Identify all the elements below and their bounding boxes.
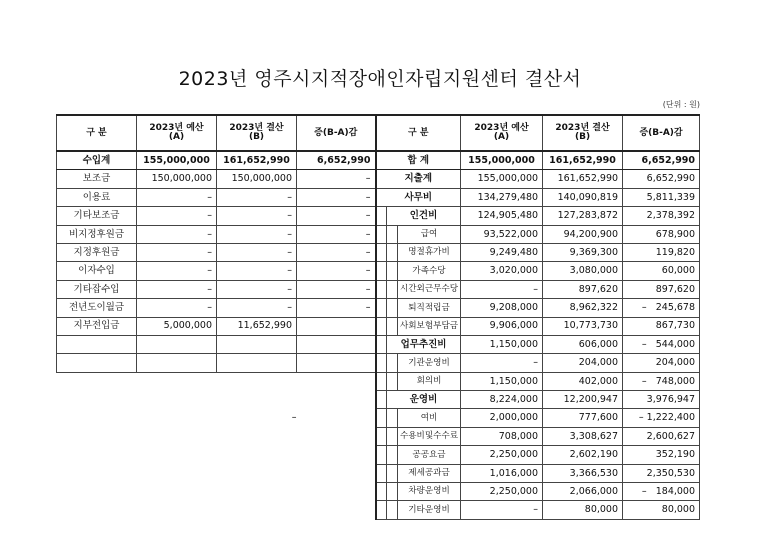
expense-item-change: 867,730 [623, 317, 700, 335]
table-row [57, 280, 700, 298]
indent-cell [376, 427, 387, 445]
revenue-total-label: 수입계 [57, 151, 137, 170]
expense-item-settlement: 402,000 [543, 372, 623, 390]
expense-item-change: 204,000 [623, 354, 700, 372]
table-row [57, 207, 700, 225]
revenue-item-settlement: 150,000,000 [217, 170, 297, 188]
expense-item-settlement: 10,773,730 [543, 317, 623, 335]
expense-item-budget: 9,208,000 [461, 299, 543, 317]
header-budget-right: 2023년 예산 (A) [461, 115, 543, 151]
blank-cell [217, 501, 297, 519]
expense-item-settlement: 606,000 [543, 335, 623, 353]
indent-cell [387, 299, 398, 317]
expense-item-settlement: 12,200,947 [543, 391, 623, 409]
revenue-item-label: 기타잡수입 [57, 280, 137, 298]
expense-item-settlement: 204,000 [543, 354, 623, 372]
expense-item-settlement: 80,000 [543, 501, 623, 519]
expense-item-budget: 708,000 [461, 427, 543, 445]
indent-cell [376, 483, 387, 501]
expense-item-settlement: 2,066,000 [543, 483, 623, 501]
expense-item-settlement: 8,962,322 [543, 299, 623, 317]
blank-cell [137, 501, 217, 519]
expense-item-change: 2,350,530 [623, 464, 700, 482]
empty-cell [217, 335, 297, 353]
blank-cell [217, 446, 297, 464]
expense-item-label: 사무비 [376, 188, 461, 206]
indent-cell [387, 501, 398, 519]
expense-item-label: 급여 [398, 225, 461, 243]
header-budget-left: 2023년 예산 (A) [137, 115, 217, 151]
table-row [57, 243, 700, 261]
indent-cell [387, 427, 398, 445]
expense-item-change: – 245,678 [623, 299, 700, 317]
expense-item-change: 119,820 [623, 243, 700, 261]
expense-item-budget: 124,905,480 [461, 207, 543, 225]
table-row [57, 372, 700, 390]
blank-cell [297, 391, 376, 409]
revenue-item-settlement: – [217, 243, 297, 261]
expense-item-settlement: 897,620 [543, 280, 623, 298]
blank-cell [297, 483, 376, 501]
blank-cell [137, 427, 217, 445]
indent-cell [376, 446, 387, 464]
table-row [57, 317, 700, 335]
indent-cell [376, 207, 387, 225]
expense-item-settlement: 3,080,000 [543, 262, 623, 280]
revenue-item-budget: – [137, 280, 217, 298]
revenue-item-label: 기타보조금 [57, 207, 137, 225]
revenue-item-settlement: 11,652,990 [217, 317, 297, 335]
revenue-item-budget: – [137, 188, 217, 206]
expense-item-change: 352,190 [623, 446, 700, 464]
expense-item-budget: 8,224,000 [461, 391, 543, 409]
expense-item-budget: 1,150,000 [461, 372, 543, 390]
expense-item-budget: 9,906,000 [461, 317, 543, 335]
revenue-total-budget: 155,000,000 [137, 151, 217, 170]
expense-item-label: 기관운영비 [398, 354, 461, 372]
empty-cell [297, 354, 376, 372]
blank-cell [217, 427, 297, 445]
table-row [57, 483, 700, 501]
indent-cell [387, 317, 398, 335]
revenue-item-change: – [297, 225, 376, 243]
expense-item-change: 897,620 [623, 280, 700, 298]
blank-cell [57, 372, 137, 390]
revenue-item-change: – [297, 280, 376, 298]
settlement-table [56, 114, 700, 520]
blank-cell [57, 446, 137, 464]
expense-item-settlement: 777,600 [543, 409, 623, 427]
expense-item-change: – 184,000 [623, 483, 700, 501]
revenue-item-settlement: – [217, 299, 297, 317]
expense-item-label: 제세공과금 [398, 464, 461, 482]
revenue-total-change: 6,652,990 [297, 151, 376, 170]
expense-total-settlement: 161,652,990 [543, 151, 623, 170]
expense-item-label: 운영비 [387, 391, 461, 409]
revenue-item-budget: – [137, 243, 217, 261]
blank-cell [137, 372, 217, 390]
expense-item-settlement: 140,090,819 [543, 188, 623, 206]
blank-cell [297, 501, 376, 519]
blank-cell [137, 391, 217, 409]
indent-cell [387, 372, 398, 390]
revenue-item-budget: – [137, 225, 217, 243]
expense-item-settlement: 9,369,300 [543, 243, 623, 261]
expense-item-change: 3,976,947 [623, 391, 700, 409]
blank-cell [57, 464, 137, 482]
revenue-item-change: – [297, 262, 376, 280]
expense-item-budget: 134,279,480 [461, 188, 543, 206]
table-row [57, 299, 700, 317]
revenue-item-settlement: – [217, 280, 297, 298]
header-settlement-right: 2023년 결산 (B) [543, 115, 623, 151]
blank-cell [217, 483, 297, 501]
indent-cell [376, 409, 387, 427]
expense-item-label: 여비 [398, 409, 461, 427]
indent-cell [387, 464, 398, 482]
revenue-item-label: 보조금 [57, 170, 137, 188]
indent-cell [376, 243, 387, 261]
expense-item-label: 공공요금 [398, 446, 461, 464]
expense-item-budget: 9,249,480 [461, 243, 543, 261]
expense-item-budget: 1,016,000 [461, 464, 543, 482]
table-row [57, 446, 700, 464]
expense-item-label: 차량운영비 [398, 483, 461, 501]
header-change-right: 증(B-A)감 [623, 115, 700, 151]
blank-cell [297, 409, 376, 427]
indent-cell [387, 483, 398, 501]
total-row [57, 151, 700, 170]
header-settlement-left: 2023년 결산 (B) [217, 115, 297, 151]
expense-item-label: 지출계 [376, 170, 461, 188]
revenue-item-label: 전년도이월금 [57, 299, 137, 317]
blank-cell [217, 464, 297, 482]
revenue-item-budget: – [137, 262, 217, 280]
expense-item-budget: 155,000,000 [461, 170, 543, 188]
expense-item-budget: 2,250,000 [461, 483, 543, 501]
indent-cell [376, 464, 387, 482]
blank-cell [297, 464, 376, 482]
blank-cell [57, 409, 137, 427]
blank-cell [297, 446, 376, 464]
expense-item-settlement: 3,366,530 [543, 464, 623, 482]
table-row [57, 170, 700, 188]
indent-cell [387, 243, 398, 261]
header-row [57, 115, 700, 151]
expense-item-settlement: 3,308,627 [543, 427, 623, 445]
blank-cell [137, 464, 217, 482]
expense-item-settlement: 94,200,900 [543, 225, 623, 243]
table-row [57, 188, 700, 206]
revenue-item-budget: 150,000,000 [137, 170, 217, 188]
expense-item-settlement: 161,652,990 [543, 170, 623, 188]
expense-item-label: 가족수당 [398, 262, 461, 280]
indent-cell [376, 262, 387, 280]
revenue-item-settlement: – [217, 225, 297, 243]
table-row [57, 464, 700, 482]
revenue-item-budget: – [137, 299, 217, 317]
expense-item-change: – 544,000 [623, 335, 700, 353]
blank-cell [137, 409, 217, 427]
revenue-item-label: 이용료 [57, 188, 137, 206]
empty-cell [137, 335, 217, 353]
indent-cell [376, 299, 387, 317]
expense-item-budget: 2,000,000 [461, 409, 543, 427]
table-row [57, 262, 700, 280]
empty-cell [297, 335, 376, 353]
revenue-item-settlement: – [217, 262, 297, 280]
indent-cell [376, 354, 387, 372]
expense-item-settlement: 127,283,872 [543, 207, 623, 225]
revenue-item-budget: 5,000,000 [137, 317, 217, 335]
expense-item-settlement: 2,602,190 [543, 446, 623, 464]
blank-cell [57, 483, 137, 501]
table-row [57, 225, 700, 243]
indent-cell [387, 262, 398, 280]
revenue-item-label: 이자수입 [57, 262, 137, 280]
revenue-item-budget: – [137, 207, 217, 225]
indent-cell [387, 409, 398, 427]
blank-cell [297, 372, 376, 390]
expense-total-budget: 155,000,000 [461, 151, 543, 170]
expense-item-change: 5,811,339 [623, 188, 700, 206]
blank-cell [57, 501, 137, 519]
empty-cell [57, 354, 137, 372]
expense-total-change: 6,652,990 [623, 151, 700, 170]
expense-item-label: 사회보험부담금 [398, 317, 461, 335]
indent-cell [387, 354, 398, 372]
expense-item-change: – 1,222,400 [623, 409, 700, 427]
expense-item-budget: – [461, 354, 543, 372]
indent-cell [376, 317, 387, 335]
revenue-item-change: – [297, 207, 376, 225]
empty-cell [57, 335, 137, 353]
indent-cell [376, 372, 387, 390]
revenue-total-settlement: 161,652,990 [217, 151, 297, 170]
indent-cell [376, 391, 387, 409]
indent-cell [387, 446, 398, 464]
indent-cell [376, 335, 387, 353]
unit-label: (단위 : 원) [662, 100, 700, 109]
indent-cell [376, 280, 387, 298]
indent-cell [387, 225, 398, 243]
blank-cell [217, 372, 297, 390]
expense-item-change: 80,000 [623, 501, 700, 519]
header-right-category: 구 분 [376, 115, 461, 151]
revenue-item-change: – [297, 170, 376, 188]
expense-item-change: 2,378,392 [623, 207, 700, 225]
expense-item-change: 6,652,990 [623, 170, 700, 188]
blank-cell [57, 427, 137, 445]
table-row [57, 391, 700, 409]
blank-cell [297, 427, 376, 445]
expense-item-change: 60,000 [623, 262, 700, 280]
blank-cell [57, 391, 137, 409]
table-row [57, 409, 700, 427]
table-row [57, 354, 700, 372]
expense-total-label: 합 계 [376, 151, 461, 170]
blank-cell [137, 446, 217, 464]
revenue-item-label: 지정후원금 [57, 243, 137, 261]
header-change-left: 증(B-A)감 [297, 115, 376, 151]
expense-item-change: 2,600,627 [623, 427, 700, 445]
expense-item-budget: – [461, 501, 543, 519]
expense-item-budget: 3,020,000 [461, 262, 543, 280]
expense-item-label: 업무추진비 [387, 335, 461, 353]
expense-item-label: 수용비및수수료 [398, 427, 461, 445]
revenue-item-change [297, 317, 376, 335]
revenue-item-change: – [297, 299, 376, 317]
expense-item-label: 명절휴가비 [398, 243, 461, 261]
expense-item-budget: – [461, 280, 543, 298]
empty-cell [137, 354, 217, 372]
expense-item-label: 시간외근무수당 [398, 280, 461, 298]
revenue-item-label: 비지정후원금 [57, 225, 137, 243]
empty-cell [217, 354, 297, 372]
revenue-item-label: 지부전입금 [57, 317, 137, 335]
indent-cell [387, 280, 398, 298]
expense-item-budget: 2,250,000 [461, 446, 543, 464]
expense-item-change: 678,900 [623, 225, 700, 243]
blank-cell [217, 391, 297, 409]
expense-item-label: 퇴직적립금 [398, 299, 461, 317]
revenue-item-settlement: – [217, 207, 297, 225]
blank-cell [137, 483, 217, 501]
expense-item-budget: 93,522,000 [461, 225, 543, 243]
revenue-item-settlement: – [217, 188, 297, 206]
revenue-item-change: – [297, 188, 376, 206]
expense-item-label: 회의비 [398, 372, 461, 390]
revenue-item-change: – [297, 243, 376, 261]
header-left-category: 구 분 [57, 115, 137, 151]
document-title: 2023년 영주시지적장애인자립지원센터 결산서 [178, 68, 582, 90]
indent-cell [376, 225, 387, 243]
expense-item-label: 기타운영비 [398, 501, 461, 519]
expense-item-budget: 1,150,000 [461, 335, 543, 353]
expense-item-label: 인건비 [387, 207, 461, 225]
indent-cell [376, 501, 387, 519]
table-row [57, 427, 700, 445]
table-row [57, 335, 700, 353]
table-row [57, 501, 700, 519]
expense-item-change: – 748,000 [623, 372, 700, 390]
revenue-extra-dash: – [291, 412, 297, 424]
